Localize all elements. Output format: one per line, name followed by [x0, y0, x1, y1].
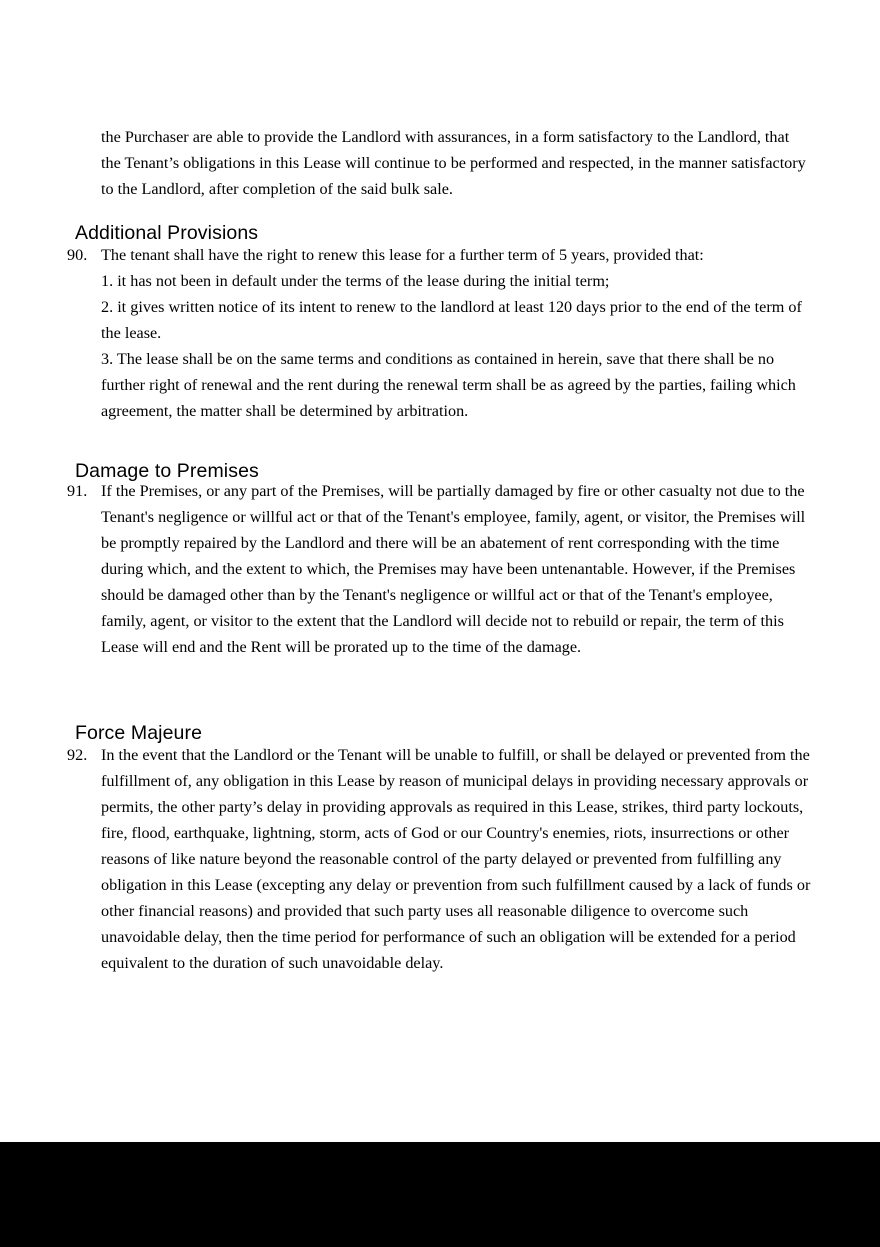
clause-90-text: The tenant shall have the right to renew this lease for a further term of 5 years, provided that: [101, 246, 704, 264]
clause-91-text: If the Premises, or any part of the Premises, will be partially damaged by fire or other casualty not due to the Tenant's negligence or willful act or that of the Tenant's employee, family, agent, or visitor, the Premises will be promptly repaired by the Landlord and there will be an abatement of rent corresponding with the time during which, and the extent to which, the Premises may have been untenantable. However, if the Premises should be damaged other than by the Tenant's negligence or willful act or that of the Tenant's employee, family, agent, or visitor to the extent that the Landlord will decide not to rebuild or repair, the term of this Lease will end and the Rent will be prorated up to the time of the damage. [101, 482, 806, 656]
clause-90-subitem-3: 3. The lease shall be on the same terms and conditions as contained in herein, save that there shall be no further right of renewal and the rent during the renewal term shall be as agreed by the parties, failing which agreement, the matter shall be determined by arbitration. [101, 350, 796, 420]
clause-91 [67, 478, 812, 660]
clause-91-body [67, 478, 812, 660]
bottom-black-band [0, 1142, 880, 1247]
clause-90-subitem-2: 2. it gives written notice of its intent to renew to the landlord at least 120 days prior to the end of the term of the lease. [101, 298, 802, 342]
clause-92-number: 92. [67, 746, 88, 764]
section-heading-damage-to-premises: Damage to Premises [75, 460, 259, 483]
section-heading-additional-provisions: Additional Provisions [75, 222, 259, 245]
clause-90-number: 90. [67, 246, 88, 264]
clause-90 [67, 242, 812, 424]
clause-92 [67, 742, 812, 976]
clause-90-subitem-1: 1. it has not been in default under the terms of the lease during the initial term; [101, 272, 610, 290]
clause-91-number: 91. [67, 482, 88, 500]
clause-92-body [67, 742, 812, 976]
clause-92-text: In the event that the Landlord or the Tenant will be unable to fulfill, or shall be delayed or prevented from the fulfillment of, any obligation in this Lease by reason of municipal delays in providing necessary approvals or permits, the other party’s delay in providing approvals as required in this Lease, strikes, third party lockouts, fire, flood, earthquake, lightning, storm, acts of God or our Country's enemies, riots, insurrections or other reasons of like nature beyond the reasonable control of the party delayed or prevented from fulfilling any obligation in this Lease (excepting any delay or prevention from such fulfillment caused by a lack of funds or other financial reasons) and provided that such party uses all reasonable diligence to overcome such unavoidable delay, then the time period for performance of such an obligation will be extended for a period equivalent to the duration of such unavoidable delay. [101, 746, 811, 972]
continuation-paragraph: the Purchaser are able to provide the Landlord with assurances, in a form satisfactory to the Landlord, that the Tenant’s obligations in this Lease will continue to be performed and respected, in the manner satisfactory to the Landlord, after completion of the said bulk sale. [101, 128, 806, 199]
clause-90-body [67, 242, 812, 424]
section-heading-force-majeure: Force Majeure [75, 722, 203, 745]
